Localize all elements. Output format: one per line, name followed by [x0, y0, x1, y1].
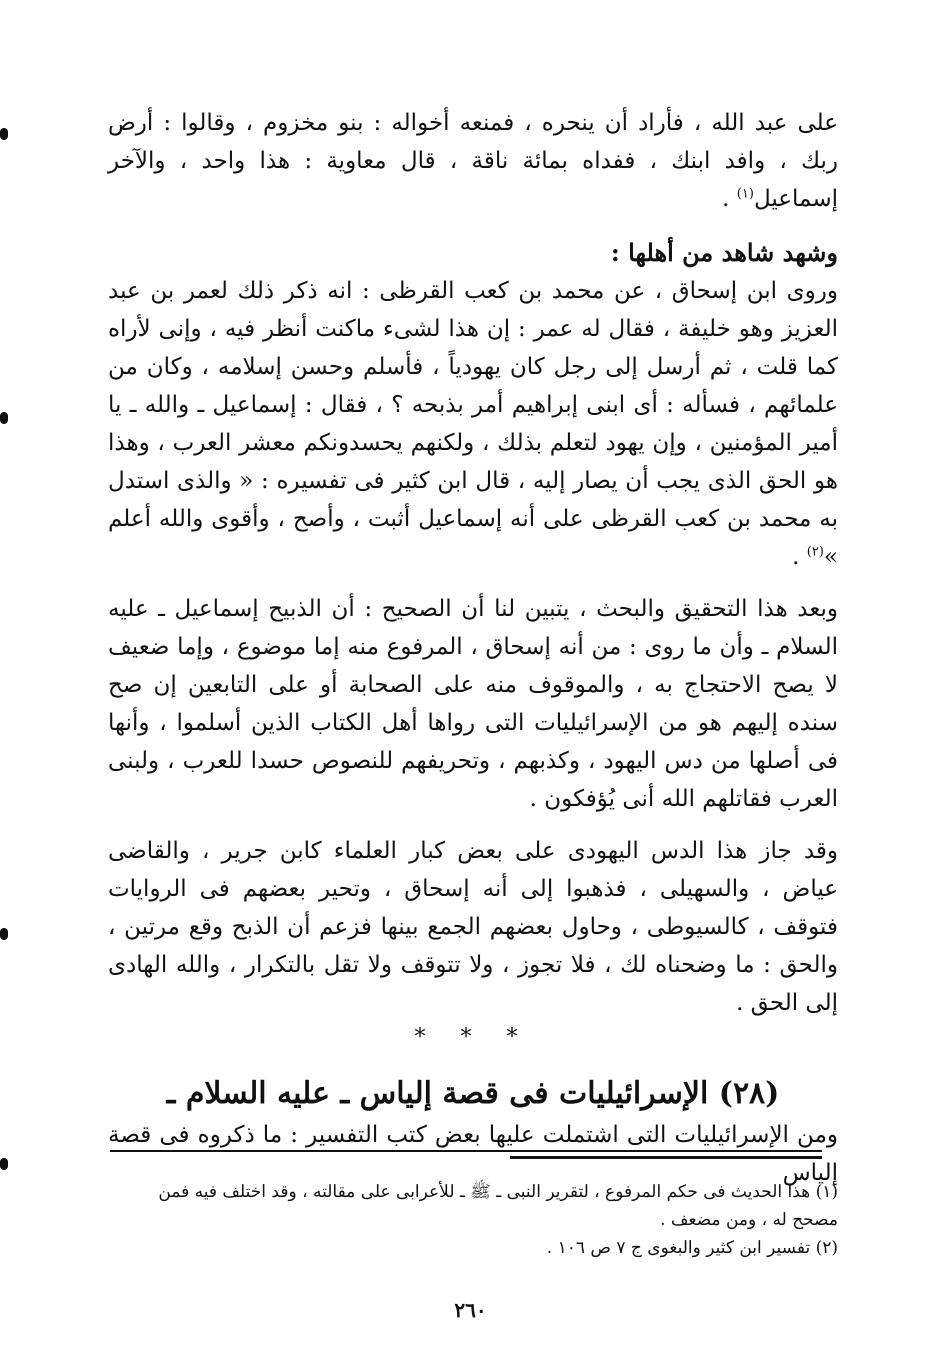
- section-intro: ومن الإسرائيليات التى اشتملت عليها بعض كتب التفسير : ما ذكروه فى قصة إلياس: [108, 1122, 838, 1186]
- footnote-rule-thick: [510, 1156, 822, 1159]
- footnote-1: (١) هذا الحديث فى حكم المرفوع ، لتقرير النبى ـ ﷺ ـ للأعرابى على مقالته ، وقد اختلف فيه فمن مصحح له ، ومن مضعف .: [158, 1182, 838, 1230]
- page-body: [108, 104, 838, 1192]
- paragraph-1: على عبد الله ، فأراد أن ينحره ، فمنعه أخواله : بنو مخزوم ، وقالوا : أرض ربك ، وافد ابنك ، ففداه بمائة ناقة ، قال معاوية : هذا واحد ، والآخر إسماعيل$^{(١)}$ .: [108, 110, 838, 212]
- footnote-2: (٢) تفسير ابن كثير والبغوى ج ٧ ص ١٠٦ .: [546, 1238, 838, 1258]
- footnote-rule: [110, 1150, 822, 1152]
- section-title: (٢٨) الإسرائيليات فى قصة إلياس ـ عليه السلام ـ: [166, 1076, 780, 1111]
- footnote-ref-1: (١): [736, 186, 754, 202]
- scan-edge-mark: [0, 1158, 8, 1170]
- paragraph-3: وبعد هذا التحقيق والبحث ، يتبين لنا أن الصحيح : أن الذبيح إسماعيل ـ عليه السلام ـ وأن ما روى : من أنه إسحاق ، المرفوع منه إما موضوع ، وإما ضعيف لا يصح الاحتجاج به ، والموقوف منه على الصحابة أو على التابعين إن صح سنده إليهم هو من الإسرائيليات التى رواها أهل الكتاب الذين أسلموا ، وأنها فى أصلها من دس اليهود ، وكذبهم ، وتحريفهم للنصوص حسدا للعرب ، ولبنى العرب فقاتلهم الله أنى يُؤفكون .: [108, 596, 838, 812]
- paragraph-2: وروى ابن إسحاق ، عن محمد بن كعب القرظى : انه ذكر ذلك لعمر بن عبد العزيز وهو خليفة ، فقال له عمر : إن هذا لشىء ماكنت أنظر فيه ، وإنى لأراه كما قلت ، ثم أرسل إلى رجل كان يهودياً ، فأسلم وحسن إسلامه ، وكان من علمائهم ، فسأله : أى ابنى إبراهيم أمر بذبحه ؟ ، فقال : إسماعيل ـ والله ـ يا أمير المؤمنين ، وإن يهود لتعلم بذلك ، ولكنهم يحسدونكم معشر العرب ، وهذا هو الحق الذى يجب أن يصار إليه ، قال ابن كثير فى تفسيره : « والذى استدل به محمد بن كعب القرظى على أنه إسماعيل أثبت ، وأصح ، وأقوى والله أعلم »$^{(٢)}$ .: [108, 278, 838, 570]
- section-separator: * * *: [414, 1025, 532, 1050]
- footnote-ref-2: (٢): [806, 544, 824, 560]
- scan-edge-mark: [0, 412, 8, 424]
- page-number: ٢٦٠: [454, 1298, 487, 1322]
- paragraph-4: وقد جاز هذا الدس اليهودى على بعض كبار العلماء كابن جرير ، والقاضى عياض ، والسهيلى ، فذهبوا إلى أنه إسحاق ، وتحير بعضهم فى الروايات فتوقف ، كالسيوطى ، وحاول بعضهم الجمع بينها فزعم أن الذبح وقع مرتين ، والحق : ما وضحناه لك ، فلا تجوز ، ولا تتوقف ولا تقل بالتكرار ، والله الهادى إلى الحق .: [108, 838, 838, 1016]
- footnotes: [108, 1178, 838, 1262]
- scan-edge-mark: [0, 128, 8, 140]
- scan-edge-mark: [0, 928, 8, 940]
- subheading-witness: وشهد شاهد من أهلها :: [610, 238, 838, 267]
